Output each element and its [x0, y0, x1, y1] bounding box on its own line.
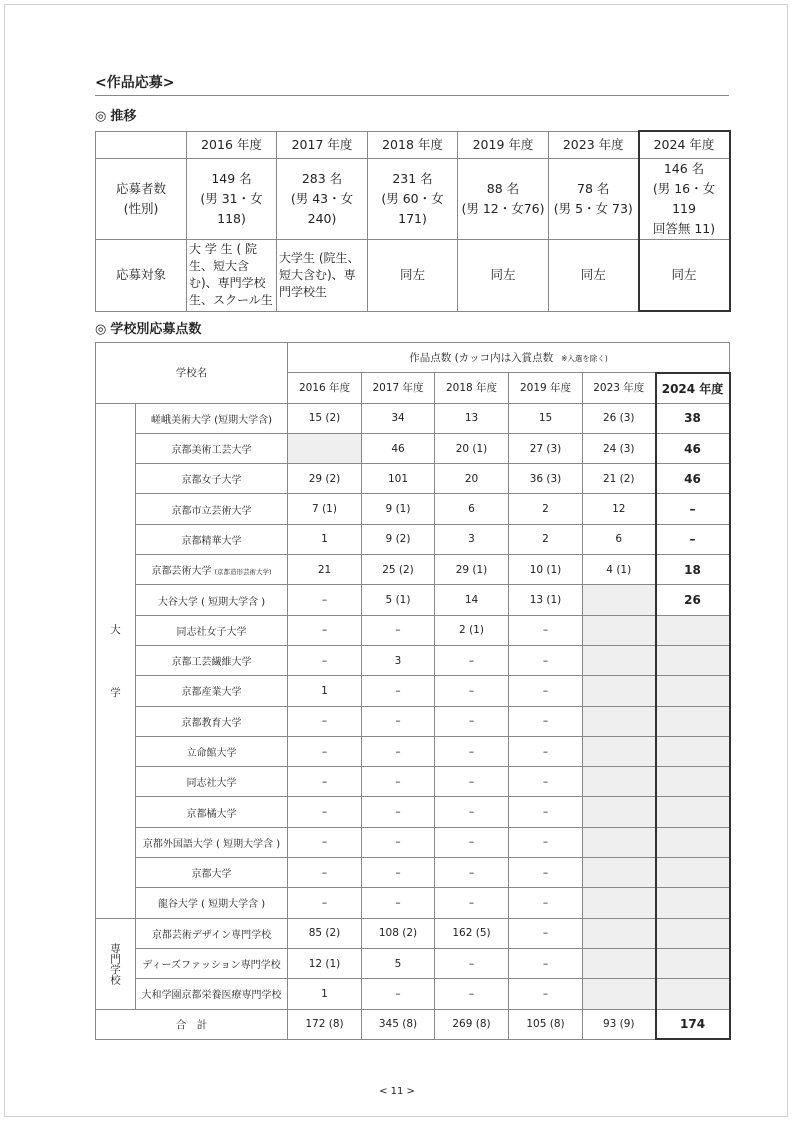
value-cell: [583, 888, 656, 918]
school-row: [96, 918, 730, 948]
school-name: [136, 918, 288, 948]
value-cell: 9 (2): [362, 524, 435, 554]
school-name-text: 京都橘大学: [186, 808, 237, 820]
value-cell: [583, 827, 656, 857]
school-name: [136, 585, 288, 615]
value-cell: 3: [435, 524, 509, 554]
value-cell: –: [435, 736, 509, 766]
group-label: [96, 918, 136, 1009]
total-cell-2024: 174: [656, 1009, 730, 1039]
value-cell-2024: [656, 736, 730, 766]
by-school-header-row: [96, 343, 730, 373]
trend-table: [95, 130, 731, 312]
value-cell-2024: [656, 827, 730, 857]
school-name-text: 京都芸術デザイン専門学校: [151, 929, 272, 941]
applicants-count: 146 名: [663, 160, 705, 176]
value-cell: 27 (3): [509, 433, 583, 463]
value-cell-2024: [656, 888, 730, 918]
group-label: [96, 403, 136, 918]
value-cell: –: [509, 888, 583, 918]
value-cell-2024: 38: [656, 403, 730, 433]
school-row: [96, 948, 730, 978]
school-row: [96, 524, 730, 554]
value-cell: 12: [583, 494, 656, 524]
total-row: [96, 1009, 730, 1039]
target-cell: 大 学 生 ( 院 生、短大含む)、専門学校生、スクール生: [187, 239, 277, 311]
value-cell: 12 (1): [288, 948, 362, 978]
school-name-text: 京都美術工芸大学: [171, 445, 252, 457]
school-name: [136, 615, 288, 645]
value-cell: –: [362, 797, 435, 827]
value-cell: 5 (1): [362, 585, 435, 615]
value-cell: 15: [509, 403, 583, 433]
value-cell: 20: [435, 464, 509, 494]
applicants-count: 78 名: [577, 180, 610, 196]
value-cell-2024: [656, 858, 730, 888]
value-cell: –: [435, 706, 509, 736]
year-header: 2023 年度: [583, 373, 656, 403]
value-cell: –: [509, 676, 583, 706]
value-cell: –: [509, 948, 583, 978]
value-cell: 21: [288, 555, 362, 585]
applicants-detail: (男 12・女76): [461, 200, 545, 216]
value-cell: 1: [288, 979, 362, 1009]
school-name-text: 大谷大学 ( 短期大学含 ): [157, 596, 266, 608]
value-cell: –: [509, 767, 583, 797]
school-name-text: 立命館大学: [186, 748, 237, 759]
value-cell: –: [435, 979, 509, 1009]
value-cell-2024: [656, 676, 730, 706]
target-cell: 同左: [458, 239, 549, 311]
school-row: [96, 403, 730, 433]
applicants-cell: [549, 158, 639, 239]
value-cell: 101: [362, 464, 435, 494]
value-cell: [583, 948, 656, 978]
value-cell: –: [435, 827, 509, 857]
double-circle-icon: ◎: [95, 109, 107, 124]
applicants-count: 283 名: [301, 170, 343, 186]
value-cell-2024: [656, 918, 730, 948]
school-row: [96, 645, 730, 675]
trend-corner-cell: [96, 131, 187, 158]
value-cell: –: [509, 918, 583, 948]
year-header: 2018 年度: [435, 373, 509, 403]
school-row: [96, 615, 730, 645]
school-name: [136, 645, 288, 675]
value-cell-2024: 18: [656, 555, 730, 585]
school-name-text: 大和学園京都栄養医療専門学校: [141, 990, 282, 1002]
value-cell: 4 (1): [583, 555, 656, 585]
value-cell: –: [509, 706, 583, 736]
school-name: [136, 555, 288, 585]
trend-year-header: 2016 年度: [187, 131, 277, 158]
trend-title: 推移: [110, 109, 137, 124]
value-cell: [583, 918, 656, 948]
applicants-count: 231 名: [392, 170, 433, 186]
school-name: [136, 858, 288, 888]
school-name-text: 京都産業大学: [181, 687, 242, 699]
target-cell: 同左: [549, 239, 639, 311]
value-cell: 29 (2): [288, 464, 362, 494]
value-cell: [583, 706, 656, 736]
applicants-label-line2: (性別): [123, 200, 159, 216]
school-name-text: 同志社女子大学: [176, 626, 247, 638]
total-cell: 105 (8): [509, 1009, 583, 1039]
year-header: 2017 年度: [362, 373, 435, 403]
value-cell: 13: [435, 403, 509, 433]
school-row: [96, 464, 730, 494]
school-name: [136, 979, 288, 1009]
value-cell: –: [435, 888, 509, 918]
target-cell: 同左: [368, 239, 458, 311]
value-cell: –: [435, 676, 509, 706]
school-name: [136, 888, 288, 918]
value-cell: 108 (2): [362, 918, 435, 948]
value-cell-2024: 46: [656, 464, 730, 494]
school-name: [136, 524, 288, 554]
value-cell: –: [435, 948, 509, 978]
value-cell: –: [435, 645, 509, 675]
trend-year-header: 2018 年度: [368, 131, 458, 158]
year-header-2024: 2024 年度: [656, 373, 730, 403]
target-cell: 大学生 (院生、短大含む)、専門学校生: [277, 239, 368, 311]
school-row: [96, 676, 730, 706]
school-row: [96, 797, 730, 827]
value-cell: 24 (3): [583, 433, 656, 463]
applicants-detail: (男 43・女 240): [290, 190, 354, 226]
value-cell: –: [288, 797, 362, 827]
value-cell: 9 (1): [362, 494, 435, 524]
value-cell-2024: 46: [656, 433, 730, 463]
page-number: < 11 >: [379, 1086, 415, 1097]
school-name-note: (京都造形芸術大学): [214, 568, 272, 577]
school-row: [96, 433, 730, 463]
value-cell: –: [435, 797, 509, 827]
value-cell: –: [288, 585, 362, 615]
value-cell: 13 (1): [509, 585, 583, 615]
value-cell: [583, 979, 656, 1009]
value-cell: –: [435, 767, 509, 797]
value-cell: –: [509, 645, 583, 675]
applicants-count: 149 名: [211, 170, 252, 186]
value-cell: –: [509, 858, 583, 888]
trend-year-header: 2017 年度: [277, 131, 368, 158]
school-name-text: 龍谷大学 ( 短期大学含 ): [157, 899, 266, 911]
applicants-row: [96, 158, 730, 239]
value-cell: 36 (3): [509, 464, 583, 494]
school-row: [96, 858, 730, 888]
value-cell: –: [509, 797, 583, 827]
value-cell: [583, 797, 656, 827]
value-cell: [583, 645, 656, 675]
year-header: 2016 年度: [288, 373, 362, 403]
value-cell: –: [362, 615, 435, 645]
value-cell: –: [509, 615, 583, 645]
school-name-text: 京都外国語大学 ( 短期大学含 ): [142, 838, 281, 850]
value-cell-2024: –: [656, 494, 730, 524]
value-cell-2024: –: [656, 524, 730, 554]
value-cell: –: [362, 706, 435, 736]
total-cell: 269 (8): [435, 1009, 509, 1039]
school-name-text: ディーズファッション専門学校: [142, 960, 281, 972]
value-cell: 1: [288, 676, 362, 706]
school-name: [136, 464, 288, 494]
value-cell: 21 (2): [583, 464, 656, 494]
value-cell-2024: [656, 979, 730, 1009]
value-cell: 1: [288, 524, 362, 554]
school-name-text: 京都市立芸術大学: [171, 505, 252, 517]
value-cell: 34: [362, 403, 435, 433]
value-cell-2024: [656, 767, 730, 797]
value-cell: –: [288, 645, 362, 675]
value-cell: 46: [362, 433, 435, 463]
double-circle-icon: ◎: [95, 322, 107, 337]
value-cell: –: [362, 858, 435, 888]
total-cell: 345 (8): [362, 1009, 435, 1039]
value-cell: 5: [362, 948, 435, 978]
school-name-text: 京都教育大学: [181, 717, 242, 729]
school-name-header: 学校名: [96, 343, 288, 404]
school-row: [96, 706, 730, 736]
school-name: [136, 948, 288, 978]
value-cell: –: [509, 827, 583, 857]
value-cell: –: [362, 827, 435, 857]
target-row: [96, 239, 730, 311]
value-cell: –: [288, 767, 362, 797]
group-label-top: 大: [110, 623, 121, 636]
year-header: 2019 年度: [509, 373, 583, 403]
value-cell-2024: 26: [656, 585, 730, 615]
value-cell: –: [362, 888, 435, 918]
value-cell: 2: [509, 524, 583, 554]
applicants-label-line1: 応募者数: [115, 180, 166, 196]
value-cell: –: [362, 736, 435, 766]
value-cell-2024: [656, 797, 730, 827]
value-cell: [583, 585, 656, 615]
value-cell: 6: [435, 494, 509, 524]
school-row: [96, 888, 730, 918]
value-cell-2024: [656, 615, 730, 645]
applicants-detail: (男 60・女 171): [381, 190, 444, 226]
value-cell: 14: [435, 585, 509, 615]
school-name-text: 京都女子大学: [181, 475, 242, 487]
value-cell: –: [435, 858, 509, 888]
school-name: [136, 403, 288, 433]
section-title: <作品応募>: [95, 75, 175, 91]
school-row: [96, 585, 730, 615]
trend-heading: [95, 105, 136, 124]
trend-year-header-2024: 2024 年度: [639, 131, 730, 158]
applicants-detail: (男 31・女 118): [200, 190, 263, 226]
value-cell-2024: [656, 645, 730, 675]
school-row: [96, 555, 730, 585]
value-cell: 15 (2): [288, 403, 362, 433]
target-cell-2024: 同左: [639, 239, 730, 311]
school-row: [96, 979, 730, 1009]
school-name: [136, 767, 288, 797]
value-cell: 20 (1): [435, 433, 509, 463]
trend-year-header: 2023 年度: [549, 131, 639, 158]
applicants-detail: (男 5・女 73): [553, 200, 633, 216]
group-label-bottom: 学: [110, 686, 121, 699]
by-school-heading: [95, 318, 201, 337]
school-name: [136, 827, 288, 857]
value-cell: –: [362, 676, 435, 706]
value-cell: –: [288, 858, 362, 888]
by-school-table: [95, 342, 731, 1040]
applicants-detail: (男 16・女 119: [652, 180, 716, 216]
total-cell: 172 (8): [288, 1009, 362, 1039]
works-header-text: 作品点数 (カッコ内は入賞点数: [409, 351, 554, 364]
total-label: 合 計: [96, 1009, 288, 1039]
value-cell: [583, 736, 656, 766]
school-name-text: 嵯峨美術大学 (短期大学含): [151, 414, 272, 426]
applicants-detail-2: 回答無 11): [652, 220, 716, 236]
value-cell: 2: [509, 494, 583, 524]
value-cell: [583, 615, 656, 645]
school-name: [136, 494, 288, 524]
section-divider: [95, 95, 729, 96]
value-cell-2024: [656, 706, 730, 736]
school-name: [136, 736, 288, 766]
value-cell: –: [362, 979, 435, 1009]
value-cell: 6: [583, 524, 656, 554]
trend-header-row: [96, 131, 730, 158]
applicants-cell-2024: [639, 158, 730, 239]
value-cell: [583, 676, 656, 706]
applicants-label: [96, 158, 187, 239]
by-school-title: 学校別応募点数: [110, 322, 202, 337]
value-cell: 3: [362, 645, 435, 675]
value-cell: 10 (1): [509, 555, 583, 585]
school-row: [96, 494, 730, 524]
value-cell: 2 (1): [435, 615, 509, 645]
value-cell: 29 (1): [435, 555, 509, 585]
value-cell: 162 (5): [435, 918, 509, 948]
school-name: [136, 676, 288, 706]
value-cell: –: [509, 736, 583, 766]
school-name-text: 京都精華大学: [181, 535, 242, 547]
school-row: [96, 736, 730, 766]
school-name: [136, 706, 288, 736]
trend-year-header: 2019 年度: [458, 131, 549, 158]
group-label-vertical: 専門学校: [109, 942, 121, 985]
applicants-cell: [458, 158, 549, 239]
school-row: [96, 827, 730, 857]
value-cell: –: [288, 888, 362, 918]
value-cell: 7 (1): [288, 494, 362, 524]
value-cell: –: [509, 979, 583, 1009]
value-cell: [288, 433, 362, 463]
school-name-text: 京都大学: [191, 869, 232, 881]
value-cell: –: [288, 827, 362, 857]
applicants-cell: [368, 158, 458, 239]
works-header: [288, 343, 730, 373]
applicants-cell: [187, 158, 277, 239]
value-cell: –: [288, 706, 362, 736]
value-cell: –: [288, 736, 362, 766]
value-cell: 25 (2): [362, 555, 435, 585]
value-cell: 85 (2): [288, 918, 362, 948]
total-cell: 93 (9): [583, 1009, 656, 1039]
value-cell: [583, 858, 656, 888]
school-row: [96, 767, 730, 797]
school-name: [136, 433, 288, 463]
value-cell: 26 (3): [583, 403, 656, 433]
applicants-count: 88 名: [486, 180, 520, 196]
school-name: [136, 797, 288, 827]
school-name-text: 同志社大学: [186, 778, 237, 790]
school-name-text: 京都工芸繊維大学: [171, 657, 252, 669]
value-cell: –: [288, 615, 362, 645]
value-cell: –: [362, 767, 435, 797]
value-cell-2024: [656, 948, 730, 978]
applicants-cell: [277, 158, 368, 239]
works-header-note: ※入選を除く): [561, 353, 608, 363]
target-label: 応募対象: [96, 239, 187, 311]
school-name-text: 京都芸術大学: [151, 566, 212, 578]
value-cell: [583, 767, 656, 797]
